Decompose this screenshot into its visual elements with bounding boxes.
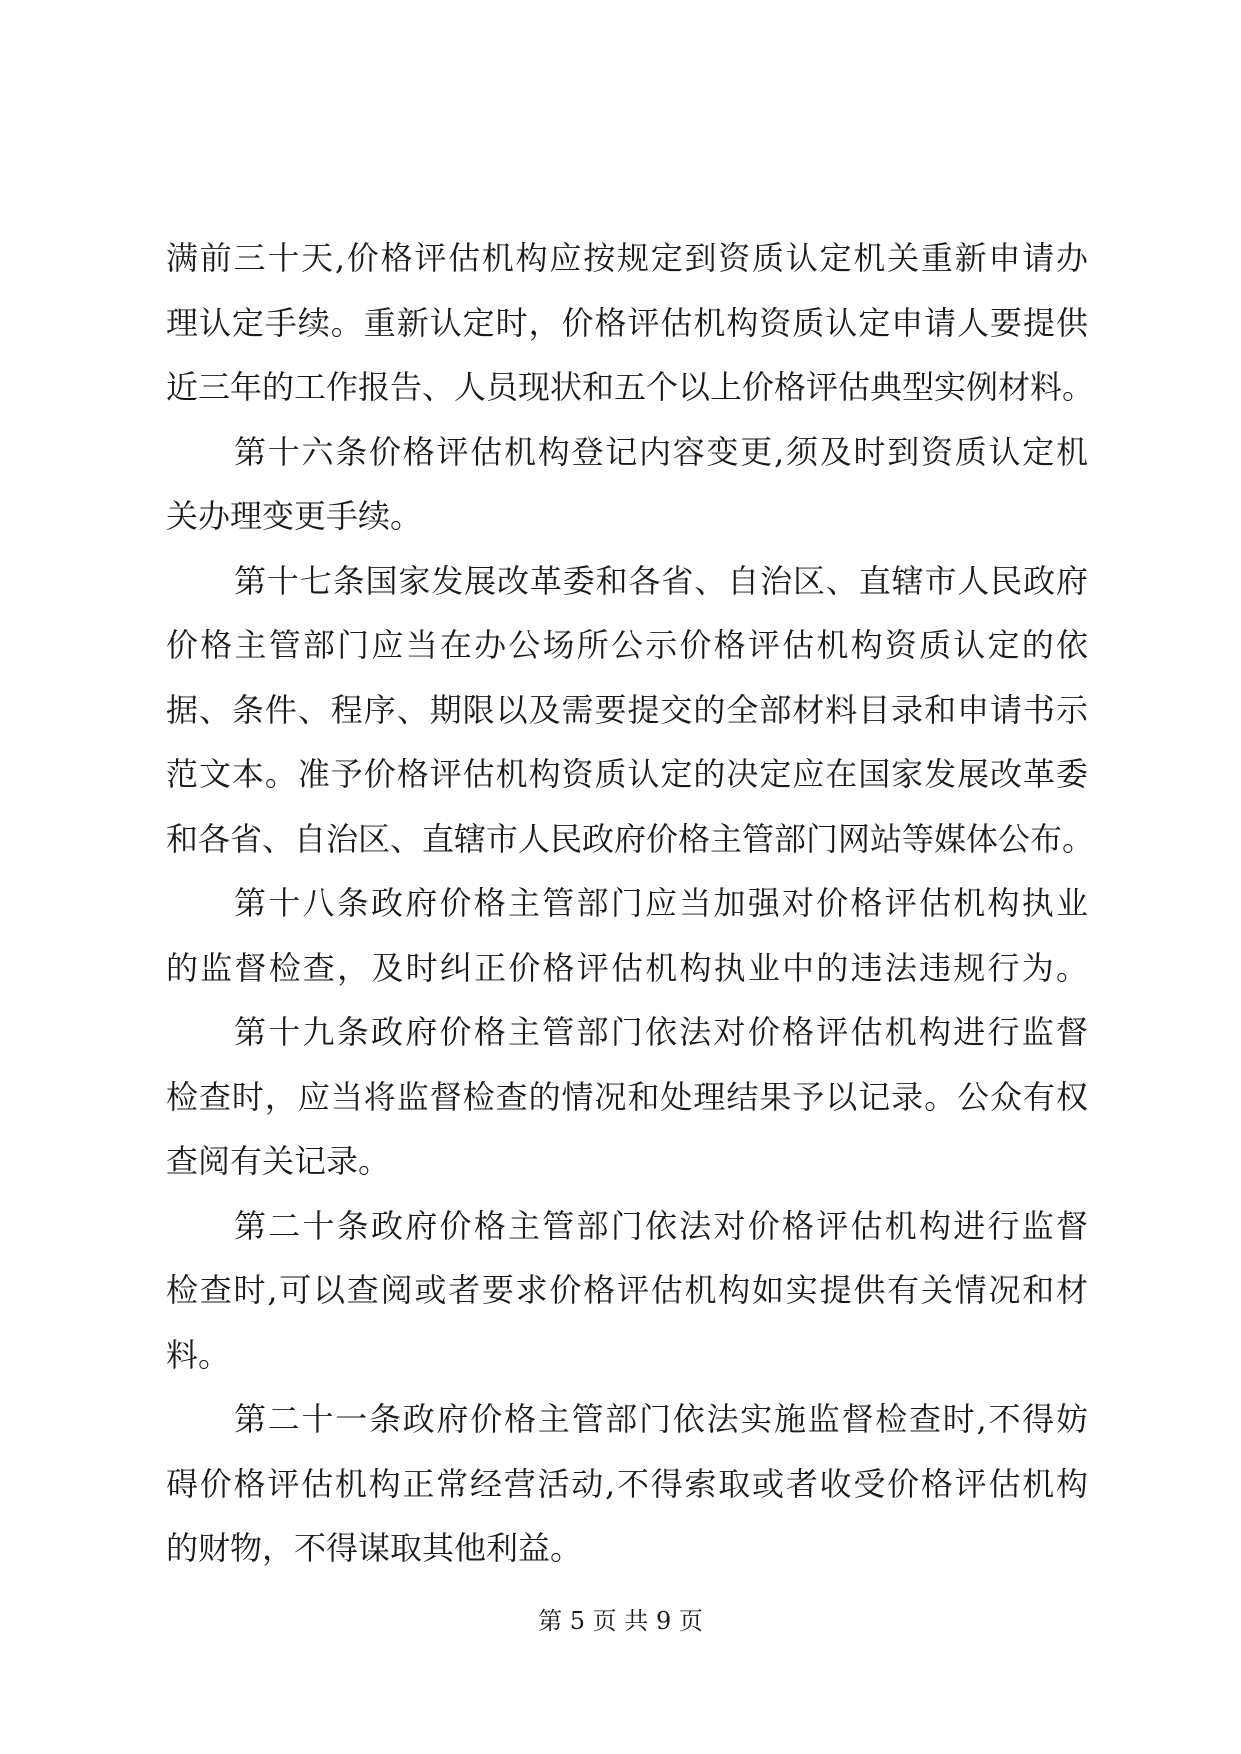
text-line: 查阅有关记录。 — [166, 1142, 391, 1180]
text-line: 近三年的工作报告、人员现状和五个以上价格评估典型实例材料。 — [166, 368, 1095, 406]
text-line: 范文本。准予价格评估机构资质认定的决定应在国家发展改革委 — [166, 755, 1088, 793]
text-line: 检查时，应当将监督检查的情况和处理结果予以记录。公众有权 — [166, 1077, 1088, 1116]
text-line: 和各省、自治区、直辖市人民政府价格主管部门网站等媒体公布。 — [166, 819, 1095, 858]
text-line: 理认定手续。重新认定时，价格评估机构资质认定申请人要提供 — [166, 303, 1088, 342]
text-line: 的财物，不得谋取其他利益。 — [166, 1529, 583, 1567]
text-line: 碍价格评估机构正常经营活动,不得索取或者收受价格评估机构 — [166, 1464, 1088, 1503]
text-line: 的监督检查，及时纠正价格评估机构执业中的违法违规行为。 — [166, 948, 1088, 987]
document-body — [166, 226, 1095, 1581]
text-line: 料。 — [166, 1335, 231, 1374]
page-footer: 第 5 页 共 9 页 — [538, 1607, 703, 1635]
text-line: 据、条件、程序、期限以及需要提交的全部材料目录和申请书示 — [166, 690, 1088, 729]
text-line: 满前三十天,价格评估机构应按规定到资质认定机关重新申请办 — [166, 239, 1088, 277]
text-line: 检查时,可以查阅或者要求价格评估机构如实提供有关情况和材 — [166, 1271, 1088, 1309]
text-line: 第二十一条政府价格主管部门依法实施监督检查时,不得妨 — [234, 1400, 1088, 1438]
text-line: 第十七条国家发展改革委和各省、自治区、直辖市人民政府 — [234, 561, 1088, 600]
text-line: 第十六条价格评估机构登记内容变更,须及时到资质认定机 — [234, 432, 1088, 471]
text-line: 第二十条政府价格主管部门依法对价格评估机构进行监督 — [234, 1206, 1088, 1245]
text-line: 第十九条政府价格主管部门依法对价格评估机构进行监督 — [234, 1013, 1088, 1051]
text-line: 第十八条政府价格主管部门应当加强对价格评估机构执业 — [234, 884, 1088, 922]
text-line: 关办理变更手续。 — [166, 497, 423, 535]
text-line: 价格主管部门应当在办公场所公示价格评估机构资质认定的依 — [166, 626, 1088, 664]
